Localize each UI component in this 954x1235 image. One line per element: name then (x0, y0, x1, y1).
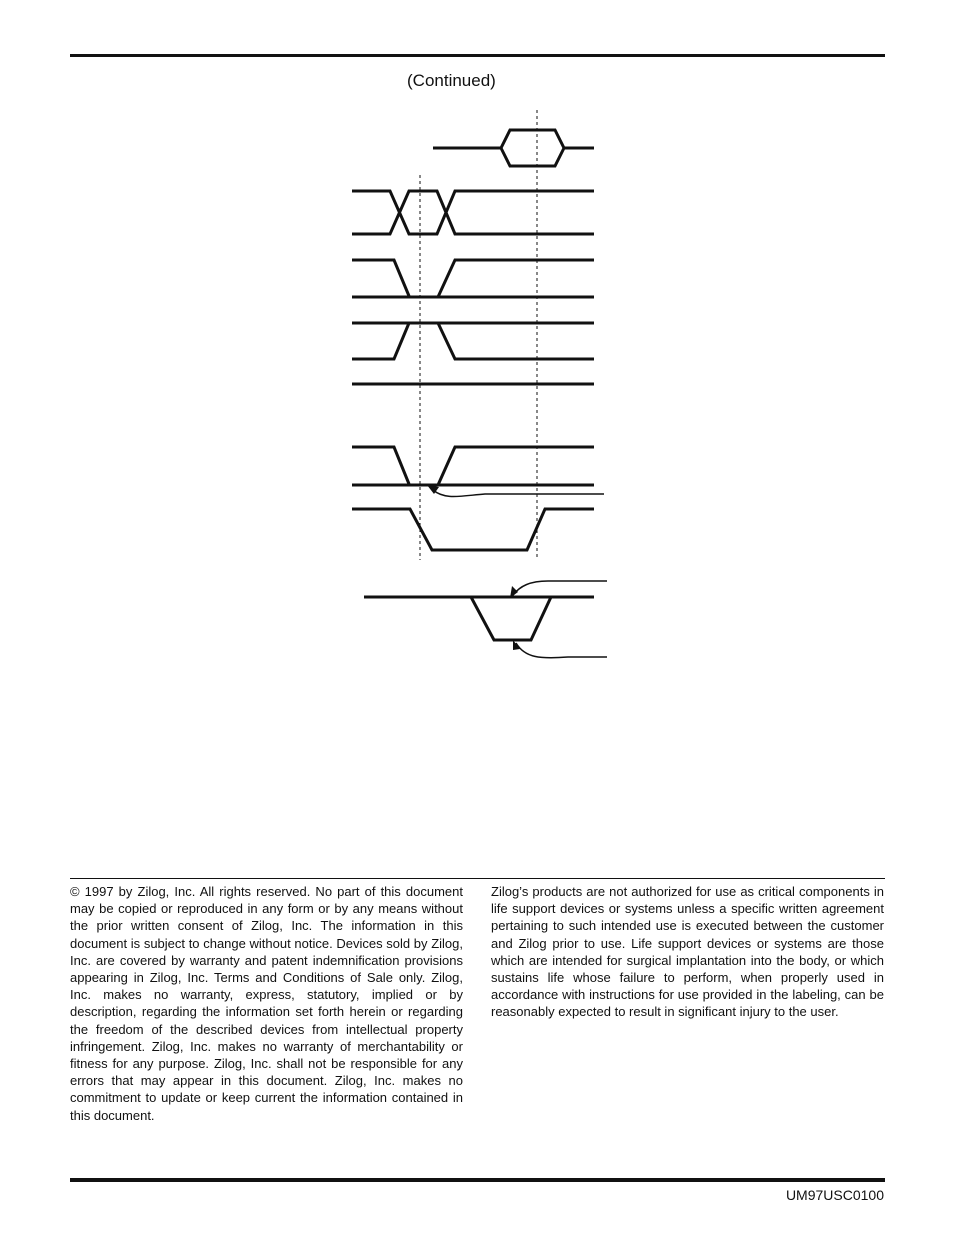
figure-caption: (Continued) (407, 71, 496, 90)
annotation-leader-1 (433, 490, 604, 497)
footer-rule (70, 878, 885, 879)
life-support-notice: Zilog’s products are not authorized for use as critical components in life support devices or systems unless a specific written agreement pertaining to such intended use is executed between the customer and Zilog prior to use. Life support devices or systems are those which are intended for surgical implantation into the body, or which sustains life whose failure to perform, when properly used in accordance with instructions for use provided in the labeling, can be reasonably expected to result in significant injury to the user. (491, 884, 884, 1020)
waveform-3 (352, 260, 594, 297)
annotation-leader-2 (513, 581, 607, 595)
waveform-4 (352, 323, 594, 359)
waveform-1 (433, 130, 594, 166)
document-number: UM97USC0100 (785, 1187, 884, 1203)
bottom-rule (70, 1178, 885, 1182)
waveform-2 (352, 191, 594, 234)
waveform-6 (352, 447, 594, 485)
annotation-leader-3 (516, 643, 607, 658)
waveform-7 (352, 509, 594, 550)
waveform-8 (364, 597, 594, 640)
copyright-notice: © 1997 by Zilog, Inc. All rights reserved. No part of this document may be copied or reproduced in any form or by any means without the prior written consent of Zilog, Inc. The information in this document is subject to change without notice. Devices sold by Zilog, Inc. are covered by warranty and patent indemnification provisions appearing in Zilog, Inc. Terms and Conditions of Sale only. Zilog, Inc. makes no warranty, express, statutory, implied or by description, regarding the information set forth herein or regarding the freedom of the described devices from intellectual property infringement. Zilog, Inc. makes no warranty of merchantability or fitness for any purpose. Zilog, Inc. shall not be responsible for any errors that may appear in this document. Zilog, Inc. makes no commitment to update or keep current the information contained in this document. (70, 884, 463, 1123)
